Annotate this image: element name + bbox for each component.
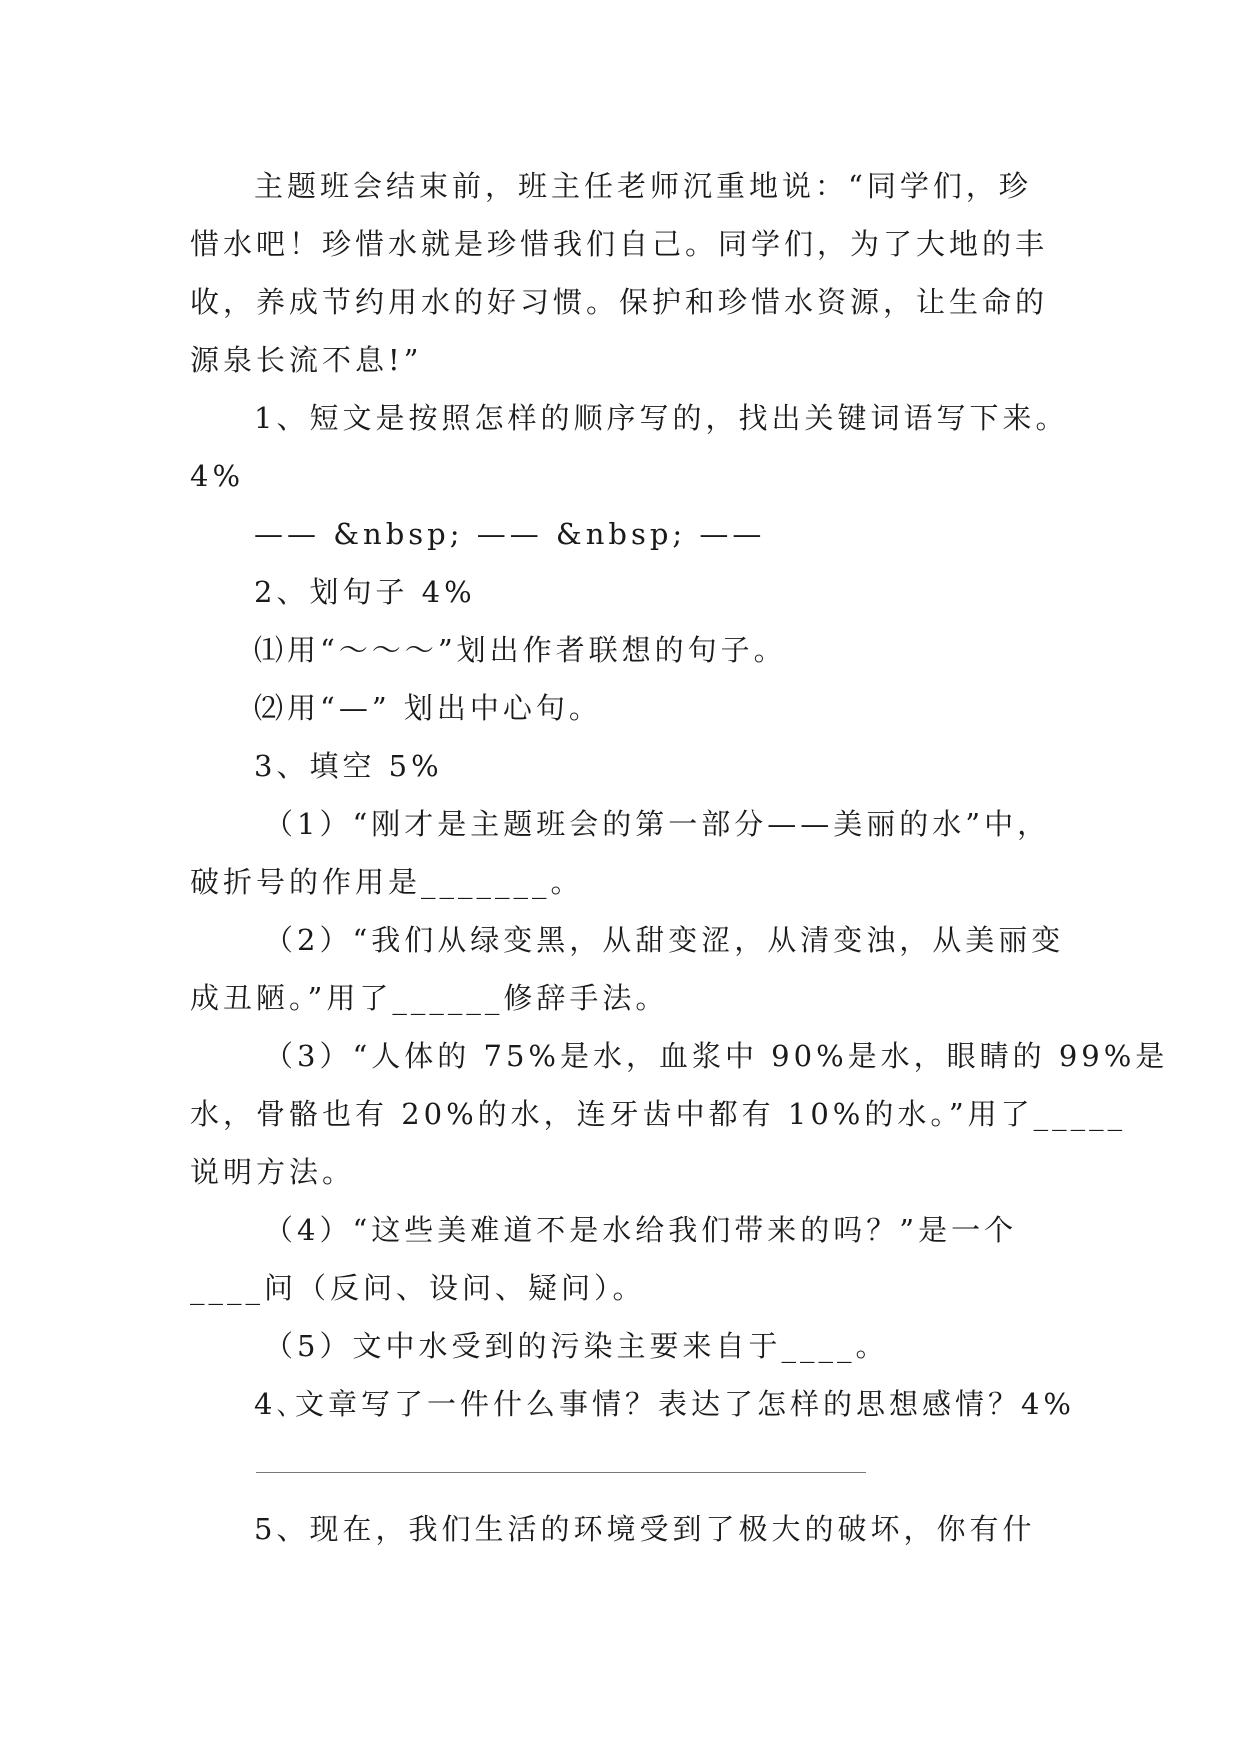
paragraph-line: 收，养成节约用水的好习惯。保护和珍惜水资源，让生命的 xyxy=(190,285,1049,319)
question-3-item-4: （4）“这些美难道不是水给我们带来的吗？”是一个 xyxy=(264,1213,1018,1247)
question-1: 1、短文是按照怎样的顺序写的，找出关键词语写下来。 xyxy=(254,401,1069,435)
question-3: 3、填空 5% xyxy=(254,749,443,783)
question-3-item-4-cont: ____问（反问、设问、疑问）。 xyxy=(190,1271,646,1305)
question-3-item-3: （3）“人体的 75%是水，血浆中 90%是水，眼睛的 99%是 xyxy=(264,1039,1169,1073)
paragraph-line: 源泉长流不息!” xyxy=(190,343,423,377)
question-4: 4､文章写了一件什么事情？表达了怎样的思想感情？4% xyxy=(254,1387,1075,1421)
question-3-item-1: （1）“刚才是主题班会的第一部分——美丽的水”中， xyxy=(264,807,1051,841)
question-3-item-5: （5）文中水受到的污染主要来自于____。 xyxy=(264,1329,889,1363)
question-5: 5、现在，我们生活的环境受到了极大的破坏，你有什 xyxy=(254,1512,1036,1546)
question-2-item-2: ⑵用“—” 划出中心句。 xyxy=(254,691,602,725)
question-3-item-3-cont: 水，骨骼也有 20%的水，连牙齿中都有 10%的水。”用了_____ xyxy=(190,1097,1127,1131)
question-3-item-1-cont: 破折号的作用是_______。 xyxy=(190,865,584,899)
question-3-item-3-cont2: 说明方法。 xyxy=(190,1155,356,1189)
answer-blanks: —— &nbsp; —— &nbsp; —— xyxy=(254,517,766,551)
paragraph-line: 惜水吧！珍惜水就是珍惜我们自己。同学们，为了大地的丰 xyxy=(190,227,1049,261)
answer-line xyxy=(256,1472,866,1473)
question-2-item-1: ⑴用“～～～”划出作者联想的句子。 xyxy=(254,633,787,667)
paragraph-line: 主题班会结束前，班主任老师沉重地说：“同学们，珍 xyxy=(254,169,1032,203)
question-1-score: 4% xyxy=(190,459,245,493)
question-3-item-2-cont: 成丑陋。”用了______修辞手法。 xyxy=(190,981,669,1015)
question-2: 2、划句子 4% xyxy=(254,575,476,609)
question-3-item-2: （2）“我们从绿变黑，从甜变涩，从清变浊，从美丽变 xyxy=(264,923,1065,957)
